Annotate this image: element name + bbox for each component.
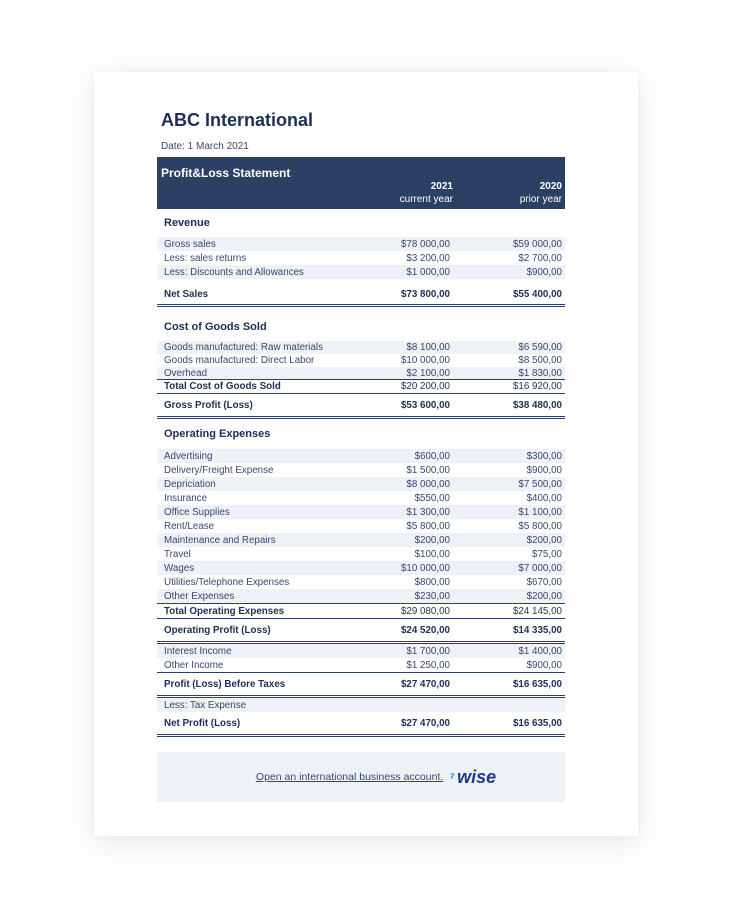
before-tax-row (157, 673, 565, 698)
row-current: $73 800,00 (400, 289, 450, 300)
row-prior: $6 590,00 (518, 342, 562, 353)
row-label: Total Cost of Goods Sold (164, 381, 281, 392)
row-current: $1 000,00 (406, 266, 450, 278)
row-prior: $1 400,00 (518, 645, 562, 657)
gross-profit-row (157, 393, 565, 419)
row-prior: $5 800,00 (518, 520, 562, 532)
row-current: $5 800,00 (406, 520, 450, 532)
row-prior: $1 830,00 (518, 367, 562, 379)
row-current: $1 300,00 (406, 506, 450, 518)
table-row (157, 547, 565, 561)
row-label: Goods manufactured: Direct Labor (164, 355, 315, 366)
row-prior: $38 480,00 (512, 399, 562, 411)
operating-profit-row (157, 618, 565, 644)
table-row (157, 237, 565, 251)
current-year-label: current year (399, 194, 453, 205)
row-current: $1 700,00 (406, 645, 450, 657)
row-label: Total Operating Expenses (164, 605, 285, 617)
row-prior: $55 400,00 (512, 289, 562, 300)
row-current: $27 470,00 (400, 717, 450, 729)
table-row (157, 449, 565, 463)
total-opex-row (157, 604, 565, 618)
net-sales-row (157, 285, 565, 307)
row-label: Less: sales returns (164, 252, 247, 264)
row-prior: $300,00 (526, 450, 562, 462)
row-prior: $75,00 (532, 548, 562, 560)
table-row (157, 575, 565, 589)
promo-banner (157, 752, 565, 802)
wise-logo[interactable] (449, 767, 496, 788)
row-prior: $900,00 (526, 659, 562, 671)
row-current: $550,00 (414, 492, 450, 504)
row-label: Maintenance and Repairs (164, 534, 276, 546)
row-prior: $16 920,00 (512, 381, 562, 392)
row-prior: $24 145,00 (512, 605, 562, 617)
row-label: Wages (164, 562, 195, 574)
row-prior: $7 000,00 (518, 562, 562, 574)
row-current: $27 470,00 (400, 678, 450, 690)
row-prior: $14 335,00 (512, 624, 562, 636)
net-profit-row (157, 712, 565, 737)
row-prior: $900,00 (526, 266, 562, 278)
current-year: 2021 (430, 181, 453, 192)
row-prior: $2 700,00 (518, 252, 562, 264)
row-current: $1 250,00 (406, 659, 450, 671)
row-label: Office Supplies (164, 506, 230, 518)
statement-date: Date: 1 March 2021 (161, 141, 249, 152)
row-prior: $670,00 (526, 576, 562, 588)
table-row (157, 251, 565, 265)
row-prior: $16 635,00 (512, 678, 562, 690)
table-row (157, 658, 565, 673)
row-label: Interest Income (164, 645, 232, 657)
prior-year-label: prior year (519, 194, 562, 205)
table-row (157, 491, 565, 505)
table-row (157, 644, 565, 658)
row-prior: $16 635,00 (512, 717, 562, 729)
row-label: Less: Discounts and Allowances (164, 266, 304, 278)
table-row (157, 354, 565, 367)
row-current: $29 080,00 (400, 605, 450, 617)
business-account-link[interactable]: Open an international business account. (255, 771, 444, 783)
row-label: Travel (164, 548, 191, 560)
row-prior: $7 500,00 (518, 478, 562, 490)
total-cogs-row (157, 380, 565, 393)
row-current: $200,00 (414, 534, 450, 546)
wise-flag-icon: ⁷ (449, 769, 456, 785)
row-label: Depriciation (164, 478, 216, 490)
row-current: $2 100,00 (406, 367, 450, 379)
row-current: $1 500,00 (406, 464, 450, 476)
table-header (157, 157, 565, 209)
row-label: Gross sales (164, 238, 216, 250)
table-row (157, 265, 565, 279)
row-current: $53 600,00 (400, 399, 450, 411)
row-prior: $200,00 (526, 590, 562, 602)
row-label: Profit (Loss) Before Taxes (164, 678, 286, 690)
row-prior: $8 500,00 (518, 355, 562, 366)
row-label: Other Income (164, 659, 224, 671)
row-prior: $900,00 (526, 464, 562, 476)
row-current: $78 000,00 (400, 238, 450, 250)
row-label: Operating Profit (Loss) (164, 624, 271, 636)
row-label: Goods manufactured: Raw materials (164, 342, 323, 353)
table-row (157, 519, 565, 533)
row-label: Insurance (164, 492, 208, 504)
section-opex: Operating Expenses (164, 428, 271, 440)
row-current: $20 200,00 (400, 381, 450, 392)
company-name: ABC International (161, 110, 314, 130)
section-revenue: Revenue (164, 217, 210, 229)
wise-wordmark: wise (457, 766, 497, 787)
pl-table (157, 157, 565, 737)
table-row (157, 367, 565, 380)
row-label: Net Profit (Loss) (164, 717, 241, 729)
table-row (157, 477, 565, 491)
table-row (157, 533, 565, 547)
row-current: $8 100,00 (406, 342, 450, 353)
row-current: $600,00 (414, 450, 450, 462)
section-cogs: Cost of Goods Sold (164, 321, 267, 333)
table-row (157, 463, 565, 477)
row-label: Advertising (164, 450, 213, 462)
table-row (157, 561, 565, 575)
document-page (94, 72, 638, 836)
row-label: Gross Profit (Loss) (164, 399, 253, 411)
row-label: Rent/Lease (164, 520, 215, 532)
table-row (157, 341, 565, 354)
row-prior: $59 000,00 (512, 238, 562, 250)
row-label: Less: Tax Expense (164, 699, 247, 711)
table-row (157, 505, 565, 519)
row-current: $10 000,00 (400, 562, 450, 574)
row-current: $8 000,00 (406, 478, 450, 490)
row-prior: $200,00 (526, 534, 562, 546)
row-prior: $400,00 (526, 492, 562, 504)
row-label: Utilities/Telephone Expenses (164, 576, 290, 588)
row-label: Overhead (164, 367, 208, 379)
row-current: $800,00 (414, 576, 450, 588)
row-prior: $1 100,00 (518, 506, 562, 518)
row-current: $100,00 (414, 548, 450, 560)
row-current: $24 520,00 (400, 624, 450, 636)
row-current: $230,00 (414, 590, 450, 602)
row-current: $10 000,00 (400, 355, 450, 366)
prior-year: 2020 (539, 181, 562, 192)
row-label: Other Expenses (164, 590, 235, 602)
row-current: $3 200,00 (406, 252, 450, 264)
tax-row (157, 698, 565, 712)
row-label: Delivery/Freight Expense (164, 464, 274, 476)
row-label: Net Sales (164, 289, 209, 300)
statement-title: Profit&Loss Statement (161, 166, 291, 180)
table-row (157, 589, 565, 604)
